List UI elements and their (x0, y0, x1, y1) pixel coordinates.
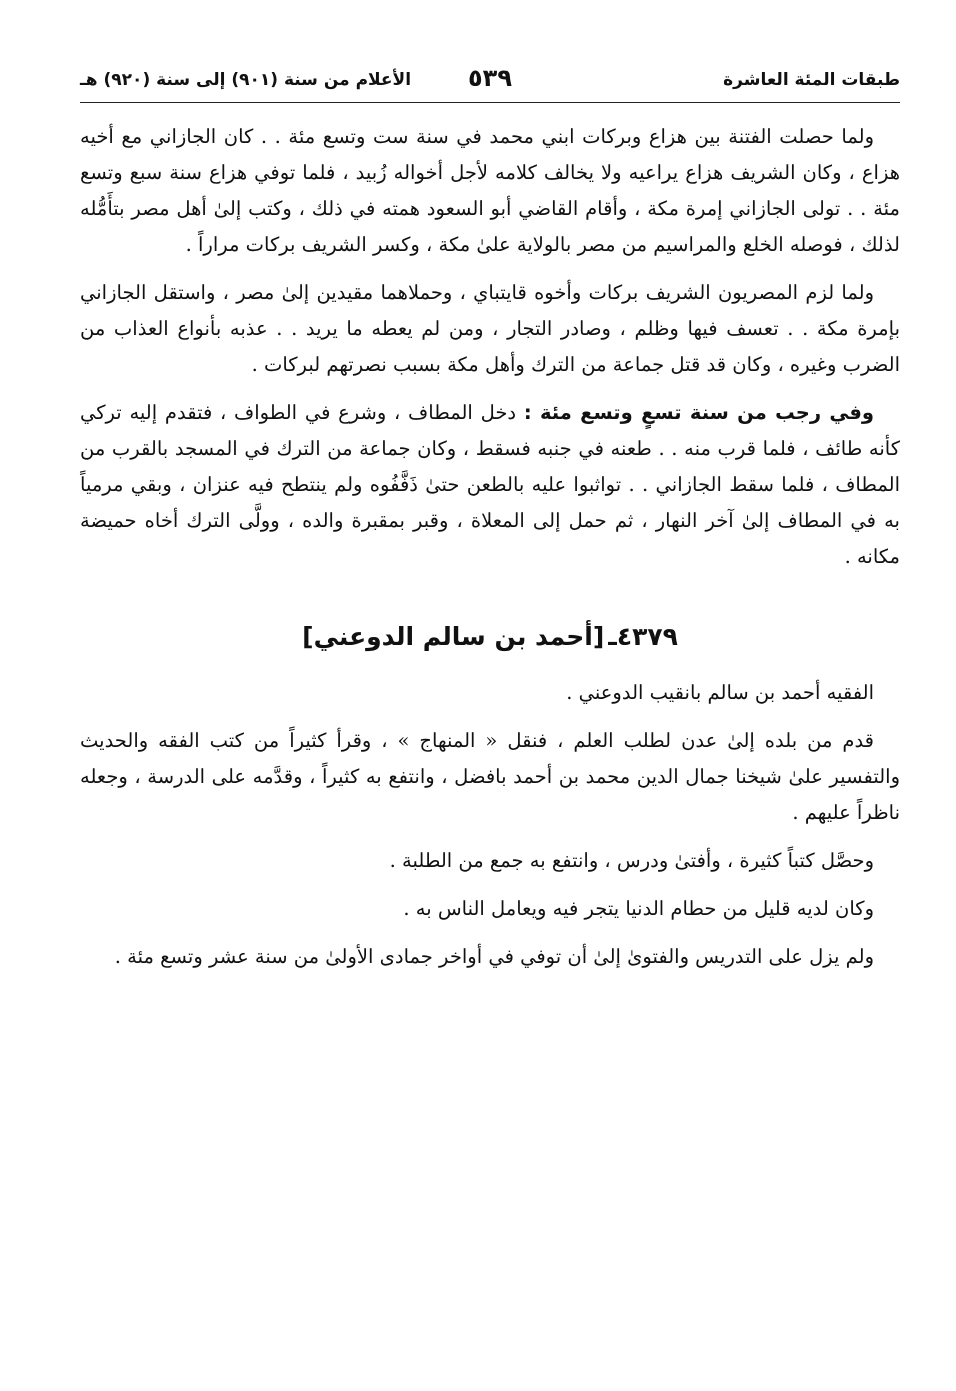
paragraph-egyptians: ولما لزم المصريون الشريف بركات وأخوه قايتباي ، وحملاهما مقيدين إلىٰ مصر ، واستقل الجازاني بإمرة مكة . . تعسف فيها وظلم ، وصادر التجار ، ومن لم يعطه ما يريد . . عذبه بأنواع العذاب من الضرب وغيره ، وكان قد قتل جماعة من الترك وأهل مكة بسبب نصرتهم لبركات . (80, 281, 900, 376)
paragraph-rajab-text: دخل المطاف ، وشرع في الطواف ، فتقدم إليه تركي كأنه طائف ، فلما قرب منه . . طعنه في جنبه فسقط ، وكان جماعة من الترك في المسجد بالقرب من المطاف ، فلما سقط الجازاني . . تواثبوا عليه بالطعن حتىٰ ذَفَّفُوه ولم ينتطح فيه عنزان ، وبقي مرمياً به في المطاف إلىٰ آخر النهار ، ثم حمل إلى المعلاة ، وقبر بمقبرة والده ، وولَّى الترك أخاه حميضة مكانه . (80, 401, 900, 568)
page-number: ٥٣٩ (468, 64, 512, 92)
paragraph-rajab-lead: وفي رجب من سنة تسعٍ وتسع مئة : (523, 401, 874, 424)
paragraph-fitna: ولما حصلت الفتنة بين هزاع وبركات ابني محمد في سنة ست وتسع مئة . . كان الجازاني مع أخيه هزاع ، وكان الشريف هزاع يراعيه ولا يخالف كلامه لأجل أخواله زُبيد ، فلما توفي هزاع سنة سبع وتسع مئة . . تولى الجازاني إمرة مكة ، وأقام القاضي أبو السعود همته في ذلك ، وكتب إلىٰ أهل مصر بتأَمُّله لذلك ، فوصله الخلع والمراسيم من مصر بالولاية علىٰ مكة ، وكسر الشريف بركات مراراً . (80, 125, 900, 256)
paragraph-entry-books: وحصَّل كتباً كثيرة ، وأفتىٰ ودرس ، وانتفع به جمع من الطلبة . (389, 849, 874, 872)
paragraph-rajab (80, 395, 900, 575)
page-body (80, 119, 900, 975)
paragraph-entry-intro: الفقيه أحمد بن سالم بانقيب الدوعني . (566, 681, 874, 704)
paragraph-entry-trade: وكان لديه قليل من حطام الدنيا يتجر فيه ويعامل الناس به . (403, 897, 874, 920)
entry-number: ٤٣٧٩ـ (608, 622, 678, 651)
paragraph-entry-death: ولم يزل على التدريس والفتوىٰ إلىٰ أن توفي في أواخر جمادى الأولىٰ من سنة عشر وتسع مئة . (114, 945, 874, 968)
volume-range: الأعلام من سنة (٩٠١) إلى سنة (٩٢٠) هـ (80, 70, 412, 90)
paragraph-entry-studies: قدم من بلده إلىٰ عدن لطلب العلم ، فنقل « المنهاج » ، وقرأ كثيراً من كتب الفقه والحديث والتفسير علىٰ شيخنا جمال الدين محمد بن أحمد بافضل ، وانتفع به كثيراً ، وقدَّمه على الدرسة ، وجعله ناظراً عليهم . (80, 729, 900, 824)
book-title: طبقات المئة العاشرة (723, 70, 900, 90)
entry-heading (80, 617, 900, 657)
book-page (80, 62, 900, 987)
entry-name: [أحمد بن سالم الدوعني] (302, 622, 605, 651)
running-header (80, 62, 900, 103)
